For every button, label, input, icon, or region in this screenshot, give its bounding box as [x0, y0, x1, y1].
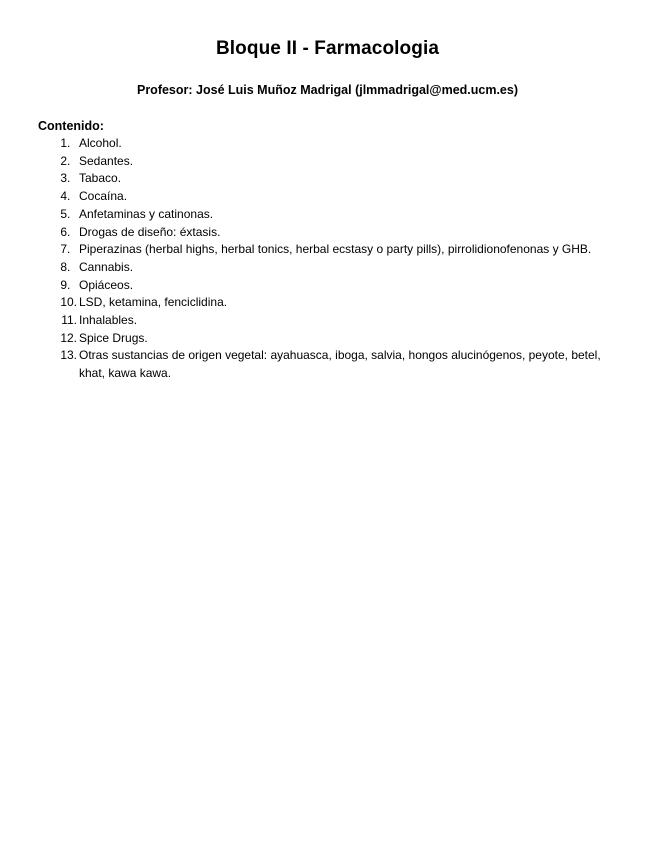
list-item-text: Sedantes. [79, 153, 134, 168]
contents-heading: Contenido: [38, 119, 104, 133]
topic-list [38, 135, 608, 383]
list-item-text: Spice Drugs. [79, 330, 148, 345]
list-item-number: 3. [60, 171, 71, 186]
list-item [38, 188, 608, 206]
list-item-text: Cocaína. [79, 189, 128, 204]
list-item-text: LSD, ketamina, fenciclidina. [79, 295, 228, 310]
list-item [38, 135, 608, 153]
list-item [38, 224, 608, 242]
list-item-text: Otras sustancias de origen vegetal: ayahuasca, iboga, salvia, hongos alucinógenos, peyote, betel, khat, kawa kawa. [79, 348, 601, 381]
list-item [38, 170, 608, 188]
list-item-number: 5. [60, 206, 71, 221]
list-item [38, 347, 608, 382]
list-item [38, 294, 608, 312]
list-item [38, 153, 608, 171]
list-item [38, 277, 608, 295]
list-item-text: Drogas de diseño: éxtasis. [79, 224, 221, 239]
list-item-number: 13. [60, 348, 77, 363]
list-item-number: 9. [60, 277, 71, 292]
list-item-text: Opiáceos. [79, 277, 134, 292]
professor-line: Profesor: José Luis Muñoz Madrigal (jlmmadrigal@med.ucm.es) [136, 83, 518, 97]
list-item-number: 7. [60, 242, 71, 257]
list-item-text: Cannabis. [79, 259, 134, 274]
list-item [38, 241, 608, 259]
document-title: Bloque II - Farmacologia [215, 38, 440, 59]
list-item-text: Piperazinas (herbal highs, herbal tonics, herbal ecstasy o party pills), pirrolidionofenonas y GHB. [79, 242, 592, 257]
list-item [38, 259, 608, 277]
list-item-number: 6. [60, 224, 71, 239]
list-item [38, 206, 608, 224]
list-item [38, 330, 608, 348]
list-item-number: 1. [60, 136, 71, 150]
list-item-number: 12. [60, 330, 77, 345]
list-item-number: 10. [60, 295, 77, 310]
list-item-number: 8. [60, 259, 71, 274]
list-item-text: Anfetaminas y catinonas. [79, 206, 214, 221]
list-item-number: 11. [61, 313, 77, 328]
list-item-text: Alcohol. [79, 136, 122, 150]
list-item-number: 2. [60, 153, 71, 168]
list-item-number: 4. [60, 189, 71, 204]
list-item [38, 312, 608, 330]
list-item-text: Tabaco. [79, 171, 122, 186]
list-item-text: Inhalables. [79, 313, 138, 328]
